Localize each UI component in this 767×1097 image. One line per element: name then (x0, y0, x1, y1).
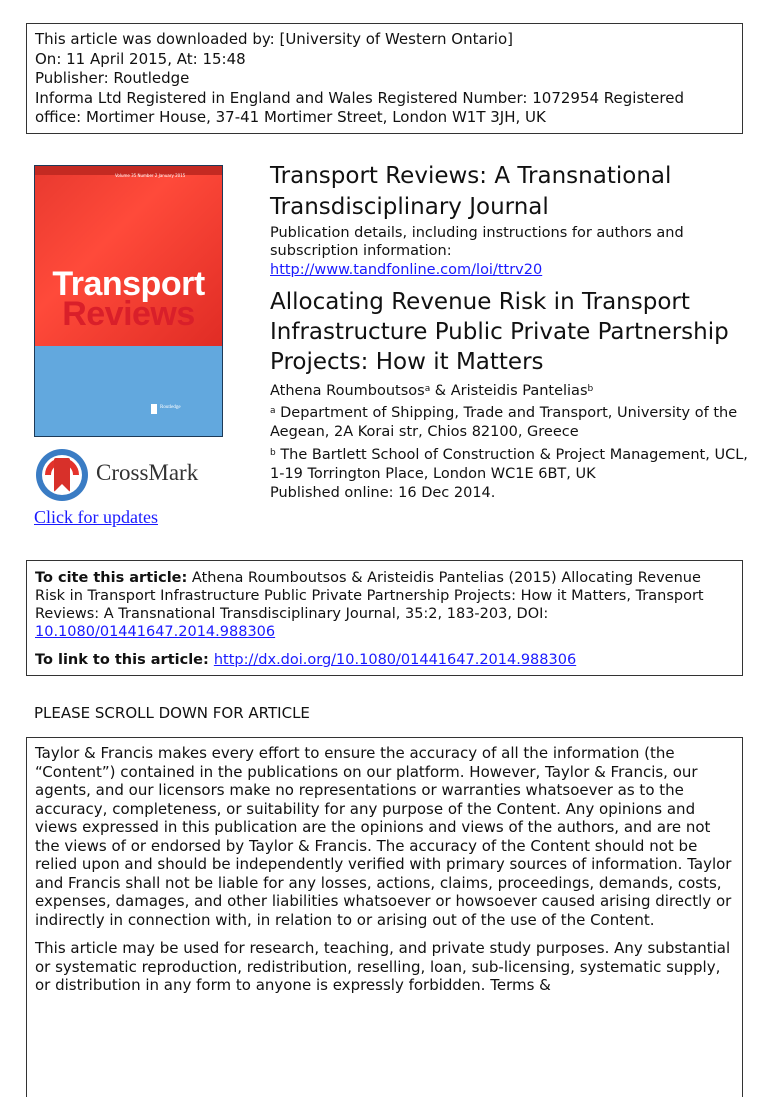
journal-url-link[interactable]: http://www.tandfonline.com/loi/ttrv20 (270, 262, 543, 278)
link-label: To link to this article: (35, 652, 214, 668)
crossmark-label: CrossMark (96, 460, 199, 485)
click-for-updates-link[interactable]: Click for updates (34, 507, 158, 527)
citation-box (26, 560, 743, 676)
affiliation-a (270, 404, 750, 442)
article-url-link[interactable]: http://dx.doi.org/10.1080/01441647.2014.988306 (213, 652, 577, 668)
crossmark-icon (34, 448, 90, 502)
routledge-mark-icon (151, 404, 157, 414)
affiliation-marker: a (270, 406, 276, 416)
disclaimer-paragraph: Taylor & Francis makes every effort to ensure the accuracy of all the information (the “Content”) contained in the publications on our platform. However, Taylor & Francis, our agents, and our licensors make no representations or warranties whatsoever as to the accuracy, completeness, or suitability for any purpose of the Content. Any opinions and views expressed in this publication are the opinions and views of the authors, and are not the views of or endorsed by Taylor & Francis. The accuracy of the Content should not be relied upon and should be independently verified with primary sources of information. Taylor and Francis shall not be liable for any losses, actions, claims, proceedings, demands, costs, expenses, damages, and other liabilities whatsoever or howsoever caused arising directly or indirectly in connection with, in relation to or arising out of the use of the Content. (35, 744, 732, 929)
author-name: Athena Roumboutsos (270, 383, 425, 399)
cover-title-line1: Transport (52, 265, 205, 303)
download-line: This article was downloaded by: [University of Western Ontario] (35, 30, 514, 48)
doi-link[interactable]: 10.1080/01441647.2014.988306 (35, 624, 276, 640)
affiliation-text: Department of Shipping, Trade and Transport, University of the Aegean, 2A Korai str, Chios 82100, Greece (270, 405, 738, 440)
affiliation-marker: b (270, 448, 276, 458)
author-name: Aristeidis Pantelias (450, 383, 588, 399)
article-link-line (35, 651, 734, 669)
cover-volume-text: Volume 35 Number 2 January 2015 (115, 173, 186, 178)
usage-terms-paragraph: This article may be used for research, teaching, and private study purposes. Any substantial or systematic reproduction, redistribution, reselling, loan, sub-licensing, systematic supply, or distribution in any form to anyone is expressly forbidden. Terms & (35, 939, 731, 994)
author-separator: & (430, 383, 451, 399)
registration-line: Informa Ltd Registered in England and Wales Registered Number: 1072954 Registered office: Mortimer House, 37-41 Mortimer Street, London W1T 3JH, UK (35, 88, 684, 126)
author-affiliation-marker: b (587, 384, 594, 394)
authors-line (270, 382, 750, 400)
scroll-down-notice: PLEASE SCROLL DOWN FOR ARTICLE (34, 704, 310, 722)
cite-label: To cite this article: (35, 570, 188, 586)
publication-details: Publication details, including instructions for authors and subscription information: (270, 225, 684, 259)
citation-text (35, 569, 734, 641)
affiliation-b (270, 446, 750, 484)
date-line: On: 11 April 2015, At: 15:48 (35, 49, 246, 68)
affiliation-text: The Bartlett School of Construction & Project Management, UCL, 1-19 Torrington Place, London WC1E 6BT, UK (270, 447, 748, 482)
publisher-line: Publisher: Routledge (35, 69, 190, 87)
cover-publisher-name: Routledge (160, 405, 181, 410)
article-title: Allocating Revenue Risk in Transport Infrastructure Public Private Partnership Projects: How it Matters (270, 289, 729, 375)
crossmark-badge[interactable] (34, 448, 199, 502)
journal-cover-image[interactable] (34, 165, 223, 437)
disclaimer-box (26, 737, 743, 1097)
cite-body: Athena Roumboutsos & Aristeidis Pantelias (2015) Allocating Revenue Risk in Transport Infrastructure Public Private Partnership Projects: How it Matters, Transport Reviews: A Transnational Transdisciplinary Journal, 35:2, 183-203, DOI: (35, 570, 704, 622)
download-info-box (26, 23, 743, 134)
author-affiliation-marker: a (424, 384, 431, 394)
journal-title: Transport Reviews: A Transnational Transdisciplinary Journal (270, 163, 672, 220)
journal-details (270, 161, 750, 502)
cover-title-line2: Reviews (62, 295, 195, 333)
published-online-date: Published online: 16 Dec 2014. (270, 485, 496, 501)
cover-publisher-logo (151, 404, 191, 416)
